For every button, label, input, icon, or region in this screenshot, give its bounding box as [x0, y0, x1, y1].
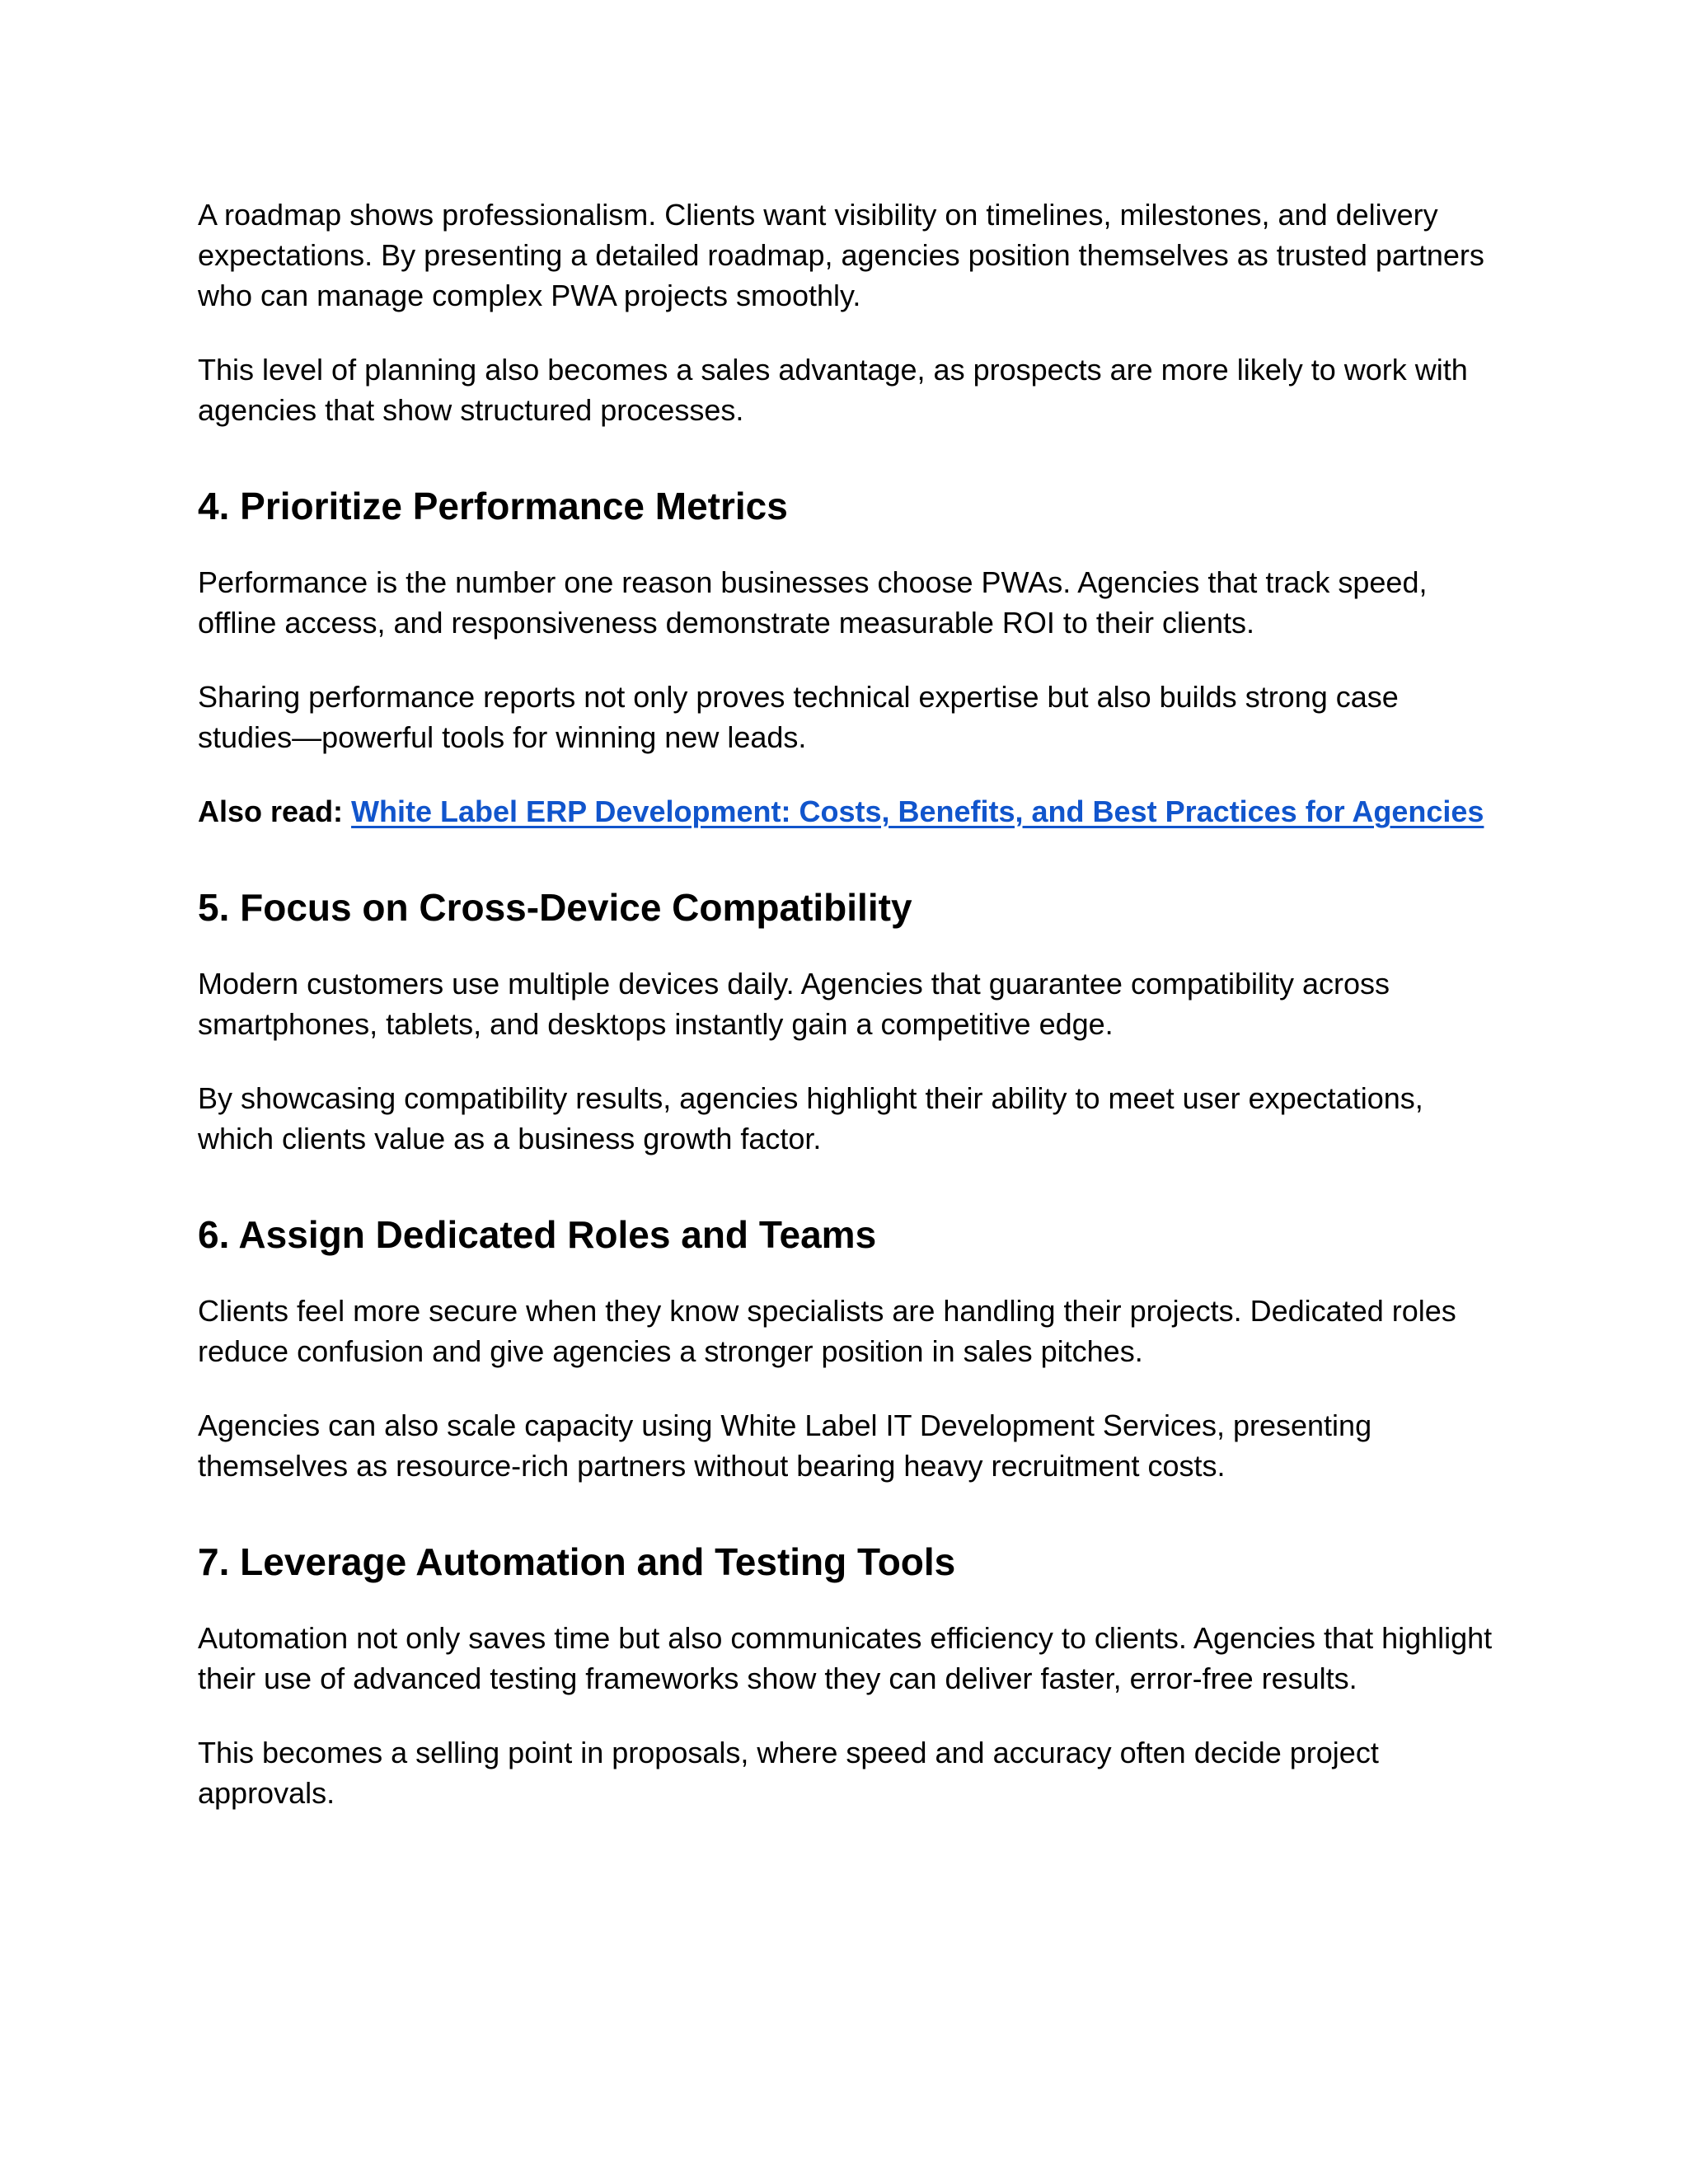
paragraph-compatibility-results: By showcasing compatibility results, agencies highlight their ability to meet user expectations, which clients value as a business growth factor.	[198, 1081, 1423, 1155]
paragraph-selling-point: This becomes a selling point in proposals, where speed and accuracy often decide project approvals.	[198, 1736, 1379, 1810]
paragraph-roadmap: A roadmap shows professionalism. Clients want visibility on timelines, milestones, and delivery expectations. By presenting a detailed roadmap, agencies position themselves as trusted partners who can manage complex PWA projects smoothly.	[198, 198, 1484, 312]
heading-automation: 7. Leverage Automation and Testing Tools	[198, 1540, 956, 1583]
also-read-label: Also read:	[198, 794, 352, 828]
also-read-link[interactable]: White Label ERP Development: Costs, Benefits, and Best Practices for Agencies	[351, 794, 1484, 828]
paragraph-planning: This level of planning also becomes a sales advantage, as prospects are more likely to work with agencies that show structured processes.	[198, 353, 1468, 427]
paragraph-devices: Modern customers use multiple devices daily. Agencies that guarantee compatibility across smartphones, tablets, and desktops instantly gain a competitive edge.	[198, 967, 1390, 1041]
also-read-line	[198, 791, 1500, 832]
paragraph-specialists: Clients feel more secure when they know specialists are handling their projects. Dedicated roles reduce confusion and give agencies a stronger position in sales pitches.	[198, 1294, 1456, 1368]
paragraph-performance: Performance is the number one reason businesses choose PWAs. Agencies that track speed, offline access, and responsiveness demonstrate measurable ROI to their clients.	[198, 565, 1428, 640]
paragraph-scale-capacity: Agencies can also scale capacity using White Label IT Development Services, presenting themselves as resource-rich partners without bearing heavy recruitment costs.	[198, 1408, 1372, 1483]
paragraph-performance-reports: Sharing performance reports not only proves technical expertise but also builds strong case studies—powerful tools for winning new leads.	[198, 680, 1399, 754]
heading-performance-metrics: 4. Prioritize Performance Metrics	[198, 485, 788, 527]
heading-cross-device: 5. Focus on Cross-Device Compatibility	[198, 886, 912, 929]
document-page	[198, 194, 1500, 1847]
heading-dedicated-roles: 6. Assign Dedicated Roles and Teams	[198, 1213, 877, 1256]
paragraph-automation: Automation not only saves time but also communicates efficiency to clients. Agencies that highlight their use of advanced testing frameworks show they can deliver faster, error-free results.	[198, 1621, 1493, 1695]
